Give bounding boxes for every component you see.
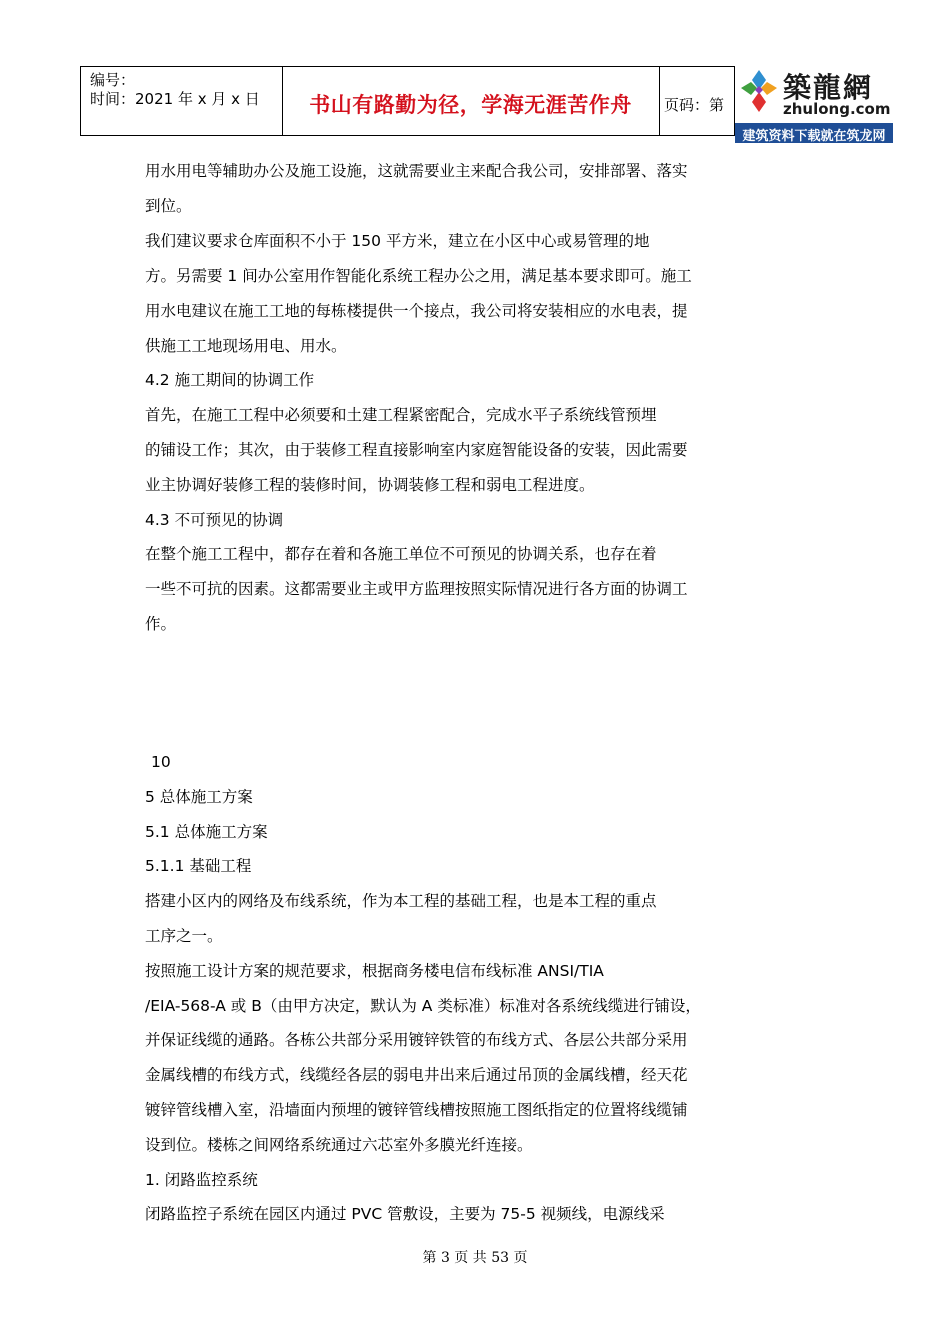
header-meta-cell xyxy=(81,67,283,135)
body-line: 设到位。楼栋之间网络系统通过六芯室外多膜光纤连接。 xyxy=(145,1136,533,1154)
body-line: 作。 xyxy=(145,615,177,633)
body-line: 工序之一。 xyxy=(145,927,223,945)
body-line: 并保证线缆的通路。各栋公共部分采用镀锌铁管的布线方式、各层公共部分采用 xyxy=(145,1031,688,1049)
body-line: 金属线槽的布线方式，线缆经各层的弱电井出来后通过吊顶的金属线槽，经天花 xyxy=(145,1066,688,1084)
body-line: 按照施工设计方案的规范要求，根据商务楼电信布线标准 ANSI/TIA xyxy=(145,962,604,980)
logo-name: 築龍網 xyxy=(783,71,874,104)
logo-slogan: 建筑资料下载就在筑龙网 xyxy=(742,129,886,144)
body-line: 闭路监控子系统在园区内通过 PVC 管敷设，主要为 75-5 视频线，电源线采 xyxy=(145,1205,665,1223)
page-footer: 第 3 页 共 53 页 xyxy=(422,1250,528,1266)
body-line: 搭建小区内的网络及布线系统，作为本工程的基础工程，也是本工程的重点 xyxy=(145,892,657,910)
body-line: 用水用电等辅助办公及施工设施，这就需要业主来配合我公司，安排部署、落实 xyxy=(145,162,688,180)
header-number-label: 编号： xyxy=(90,71,136,89)
zhulong-mark-icon xyxy=(737,68,781,120)
logo-slogan-band xyxy=(735,123,893,143)
body-line: 的铺设工作；其次，由于装修工程直接影响室内家庭智能设备的安装，因此需要 xyxy=(145,441,688,459)
subsection-heading-cctv: 1. 闭路监控系统 xyxy=(145,1171,258,1189)
body-line: 在整个施工工程中，都存在着和各施工单位不可预见的协调关系，也存在着 xyxy=(145,545,657,563)
section-heading-5-1-1: 5.1.1 基础工程 xyxy=(145,857,252,875)
body-line: 我们建议要求仓库面积不小于 150 平方米，建立在小区中心或易管理的地 xyxy=(145,232,650,250)
section-heading-5: 5 总体施工方案 xyxy=(145,788,253,806)
section-heading-4-3: 4.3 不可预见的协调 xyxy=(145,511,284,529)
logo-url: zhulong.com xyxy=(783,100,891,118)
body-line: /EIA-568-A 或 B（由甲方决定，默认为 A 类标准）标准对各系统线缆进行铺设， xyxy=(145,997,701,1015)
body-line: 业主协调好装修工程的装修时间，协调装修工程和弱电工程进度。 xyxy=(145,476,595,494)
page-header xyxy=(80,66,735,136)
body-line: 方。另需要 1 间办公室用作智能化系统工程办公之用，满足基本要求即可。施工 xyxy=(145,267,692,285)
header-motto: 书山有路勤为径，学海无涯苦作舟 xyxy=(309,93,632,117)
header-time-label: 时间：2021 年 x 月 x 日 xyxy=(90,90,260,108)
header-page-label: 页码：第 xyxy=(664,96,725,114)
section-heading-4-2: 4.2 施工期间的协调工作 xyxy=(145,371,315,389)
body-line: 供施工工地现场用电、用水。 xyxy=(145,337,347,355)
section-heading-5-1: 5.1 总体施工方案 xyxy=(145,823,268,841)
page-number-text: 10 xyxy=(151,753,171,771)
body-line: 镀锌管线槽入室，沿墙面内预埋的镀锌管线槽按照施工图纸指定的位置将线缆铺 xyxy=(145,1101,688,1119)
body-line: 到位。 xyxy=(145,197,192,215)
zhulong-logo xyxy=(735,66,893,143)
body-line: 首先，在施工工程中必须要和土建工程紧密配合，完成水平子系统线管预埋 xyxy=(145,406,657,424)
header-motto-cell xyxy=(282,67,660,135)
body-line: 用水电建议在施工工地的每栋楼提供一个接点，我公司将安装相应的水电表，提 xyxy=(145,302,688,320)
body-line: 一些不可抗的因素。这都需要业主或甲方监理按照实际情况进行各方面的协调工 xyxy=(145,580,688,598)
